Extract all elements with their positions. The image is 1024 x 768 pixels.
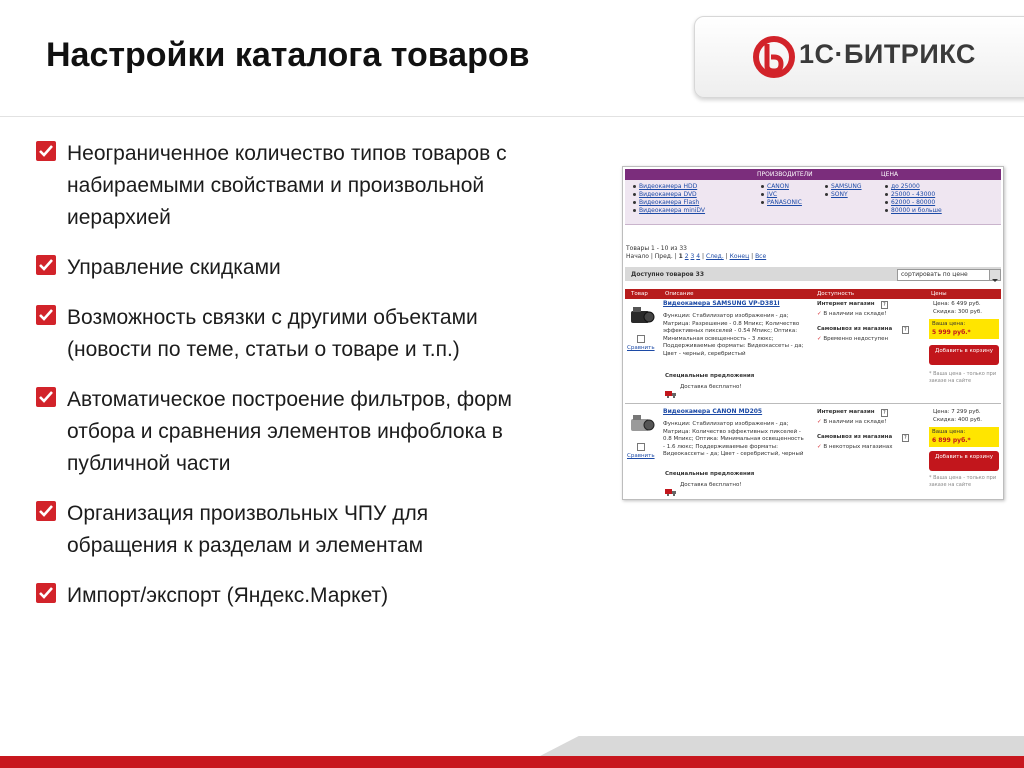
product-row — [625, 301, 1001, 401]
filter-header-price: ЦЕНА — [881, 171, 899, 178]
product-table-header — [625, 289, 1001, 299]
checkbox-checked-icon — [36, 255, 56, 275]
your-price-box — [929, 319, 999, 339]
filter-category-link[interactable]: Видеокамера Flash — [639, 199, 700, 206]
feature-text: Организация произвольных ЧПУ для обращения к разделам и элементам — [67, 502, 429, 557]
title-divider — [0, 116, 1024, 117]
checkbox-checked-icon — [36, 141, 56, 161]
bitrix-logo-icon — [753, 30, 795, 89]
filter-category-link[interactable]: Видеокамера HDD — [639, 183, 698, 190]
your-price-value: 5 999 руб.* — [932, 329, 971, 336]
special-offers-label: Специальные предложения — [665, 373, 755, 379]
filter-header — [625, 169, 1001, 180]
pager-next[interactable]: След. — [705, 253, 724, 260]
inet-store-label: Интернет магазин — [817, 409, 875, 415]
question-icon[interactable]: ? — [883, 302, 886, 308]
filter-header-manufacturers: ПРОИЗВОДИТЕЛИ — [757, 171, 813, 178]
th-prices: Цены — [931, 291, 947, 297]
feature-item — [36, 138, 536, 234]
logo-text: 1С·БИТРИКС — [799, 39, 976, 69]
th-availability: Доступность — [817, 291, 855, 297]
feature-item — [36, 498, 536, 562]
pager-all[interactable]: Все — [755, 253, 767, 260]
question-icon[interactable]: ? — [883, 410, 886, 416]
delivery-text: Доставка бесплатно! — [680, 482, 742, 488]
catalog-screenshot — [622, 166, 1004, 500]
feature-list — [36, 138, 536, 630]
row-divider — [625, 403, 1001, 404]
pickup-status: ✓ Временно недоступен — [817, 336, 889, 342]
th-product: Товар — [631, 291, 648, 297]
product-row — [625, 409, 1001, 500]
feature-item — [36, 252, 536, 284]
sort-select[interactable] — [897, 269, 1001, 281]
filter-brand-link[interactable]: SONY — [831, 191, 848, 198]
product-name-link[interactable]: Видеокамера CANON MD205 — [663, 408, 763, 415]
your-price-label: Ваша цена: — [932, 321, 966, 327]
feature-item — [36, 384, 536, 480]
checkbox-checked-icon — [36, 583, 56, 603]
available-count: Доступно товаров 33 — [631, 271, 705, 278]
filter-category-link[interactable]: Видеокамера miniDV — [639, 207, 706, 214]
footer-tab — [540, 736, 1024, 756]
sort-select-value: сортировать по цене — [901, 271, 968, 278]
feature-item — [36, 302, 536, 366]
footer-band — [0, 756, 1024, 768]
compare-link[interactable]: Сравнить — [627, 453, 655, 459]
feature-text: Возможность связки с другими объектами (новости по теме, статьи о товаре и т.п.) — [67, 306, 478, 361]
pickup-label: Самовывоз из магазина — [817, 326, 893, 332]
pager-link[interactable]: 3 — [690, 253, 695, 260]
filter-price-link[interactable]: 62000 - 80000 — [891, 199, 936, 206]
add-to-cart-button[interactable]: Добавить в корзину — [929, 345, 999, 365]
filter-price-link[interactable]: 25000 - 43000 — [891, 191, 936, 198]
delivery-text: Доставка бесплатно! — [680, 384, 742, 390]
filter-brand-link[interactable]: CANON — [767, 183, 789, 190]
checkbox-checked-icon — [36, 501, 56, 521]
product-price: Цена: 6 499 руб. — [933, 301, 981, 307]
your-price-box — [929, 427, 999, 447]
question-icon[interactable]: ? — [904, 435, 907, 441]
your-price-value: 6 899 руб.* — [932, 437, 971, 444]
chevron-down-icon — [989, 270, 1000, 280]
th-description: Описание — [665, 291, 694, 297]
pager-current: 1 — [678, 253, 683, 260]
truck-icon — [665, 383, 677, 402]
camcorder-icon — [629, 413, 655, 435]
price-note: * Ваша цена - только при заказе на сайте — [929, 371, 997, 384]
pager-link[interactable]: 4 — [696, 253, 701, 260]
product-price: Цена: 7 299 руб. — [933, 409, 981, 415]
filter-price-link[interactable]: 80000 и больше — [891, 207, 942, 214]
product-name-link[interactable]: Видеокамера SAMSUNG VP-D381I — [663, 300, 780, 307]
logo-panel — [694, 16, 1024, 98]
compare-checkbox[interactable] — [637, 335, 645, 343]
pager: Начало | Пред. | 1 2 3 4 | След. | Конец | Все — [626, 253, 767, 260]
truck-icon — [665, 481, 677, 500]
pager-end[interactable]: Конец — [729, 253, 750, 260]
feature-text: Автоматическое построение фильтров, форм отбора и сравнения элементов инфоблока в публичной части — [67, 388, 512, 475]
filter-panel — [625, 180, 1001, 225]
product-description: Функции: Стабилизатор изображения - да; Матрица: Разрешение - 0.8 Мпикс; Количество эффективных пикселей - 0.54 Мпикс; Оптика: Минимальная освещенность - 3 люкс; Поддерживаемые форматы: Видеокассеты - да; Цвет - черный, серебристый — [663, 313, 804, 357]
pager-range: Товары 1 - 10 из 33 — [626, 245, 687, 252]
pickup-status: ✓ В некоторых магазинах — [817, 444, 893, 450]
product-discount: Скидка: 400 руб. — [933, 417, 982, 423]
available-bar — [625, 267, 1001, 281]
filter-category-link[interactable]: Видеокамера DVD — [639, 191, 697, 198]
product-discount: Скидка: 300 руб. — [933, 309, 982, 315]
feature-text: Импорт/экспорт (Яндекс.Маркет) — [67, 584, 389, 607]
special-offers-label: Специальные предложения — [665, 471, 755, 477]
filter-brand-link[interactable]: JVC — [767, 191, 778, 198]
pickup-label: Самовывоз из магазина — [817, 434, 893, 440]
add-to-cart-button[interactable]: Добавить в корзину — [929, 451, 999, 471]
feature-text: Неограниченное количество типов товаров с набираемыми свойствами и произвольной иерархией — [67, 142, 507, 229]
inet-store-label: Интернет магазин — [817, 301, 875, 307]
pager-link[interactable]: 2 — [684, 253, 689, 260]
feature-text: Управление скидками — [67, 256, 281, 279]
inet-store-status: ✓ В наличии на складе! — [817, 311, 887, 317]
checkbox-checked-icon — [36, 305, 56, 325]
price-note: * Ваша цена - только при заказе на сайте — [929, 475, 997, 488]
product-description: Функции: Стабилизатор изображения - да; Матрица: Количество эффективных пикселей - 0.8 Мпикс; Оптика: Минимальная освещенность - 1.6 люкс; Поддерживаемые форматы: Видеокассеты - да; Цвет - серебристый, черный — [663, 421, 804, 457]
inet-store-status: ✓ В наличии на складе! — [817, 419, 887, 425]
filter-brand-link[interactable]: SAMSUNG — [831, 183, 862, 190]
compare-checkbox[interactable] — [637, 443, 645, 451]
filter-price-link[interactable]: до 25000 — [891, 183, 920, 190]
camcorder-icon — [629, 305, 655, 327]
your-price-label: Ваша цена: — [932, 429, 966, 435]
filter-brand-link[interactable]: PANASONIC — [767, 199, 802, 206]
pager-start[interactable]: Начало | Пред. | — [626, 253, 677, 260]
checkbox-checked-icon — [36, 387, 56, 407]
slide-title: Настройки каталога товаров — [46, 36, 530, 74]
compare-link[interactable]: Сравнить — [627, 345, 655, 351]
feature-item — [36, 580, 536, 612]
question-icon[interactable]: ? — [904, 327, 907, 333]
